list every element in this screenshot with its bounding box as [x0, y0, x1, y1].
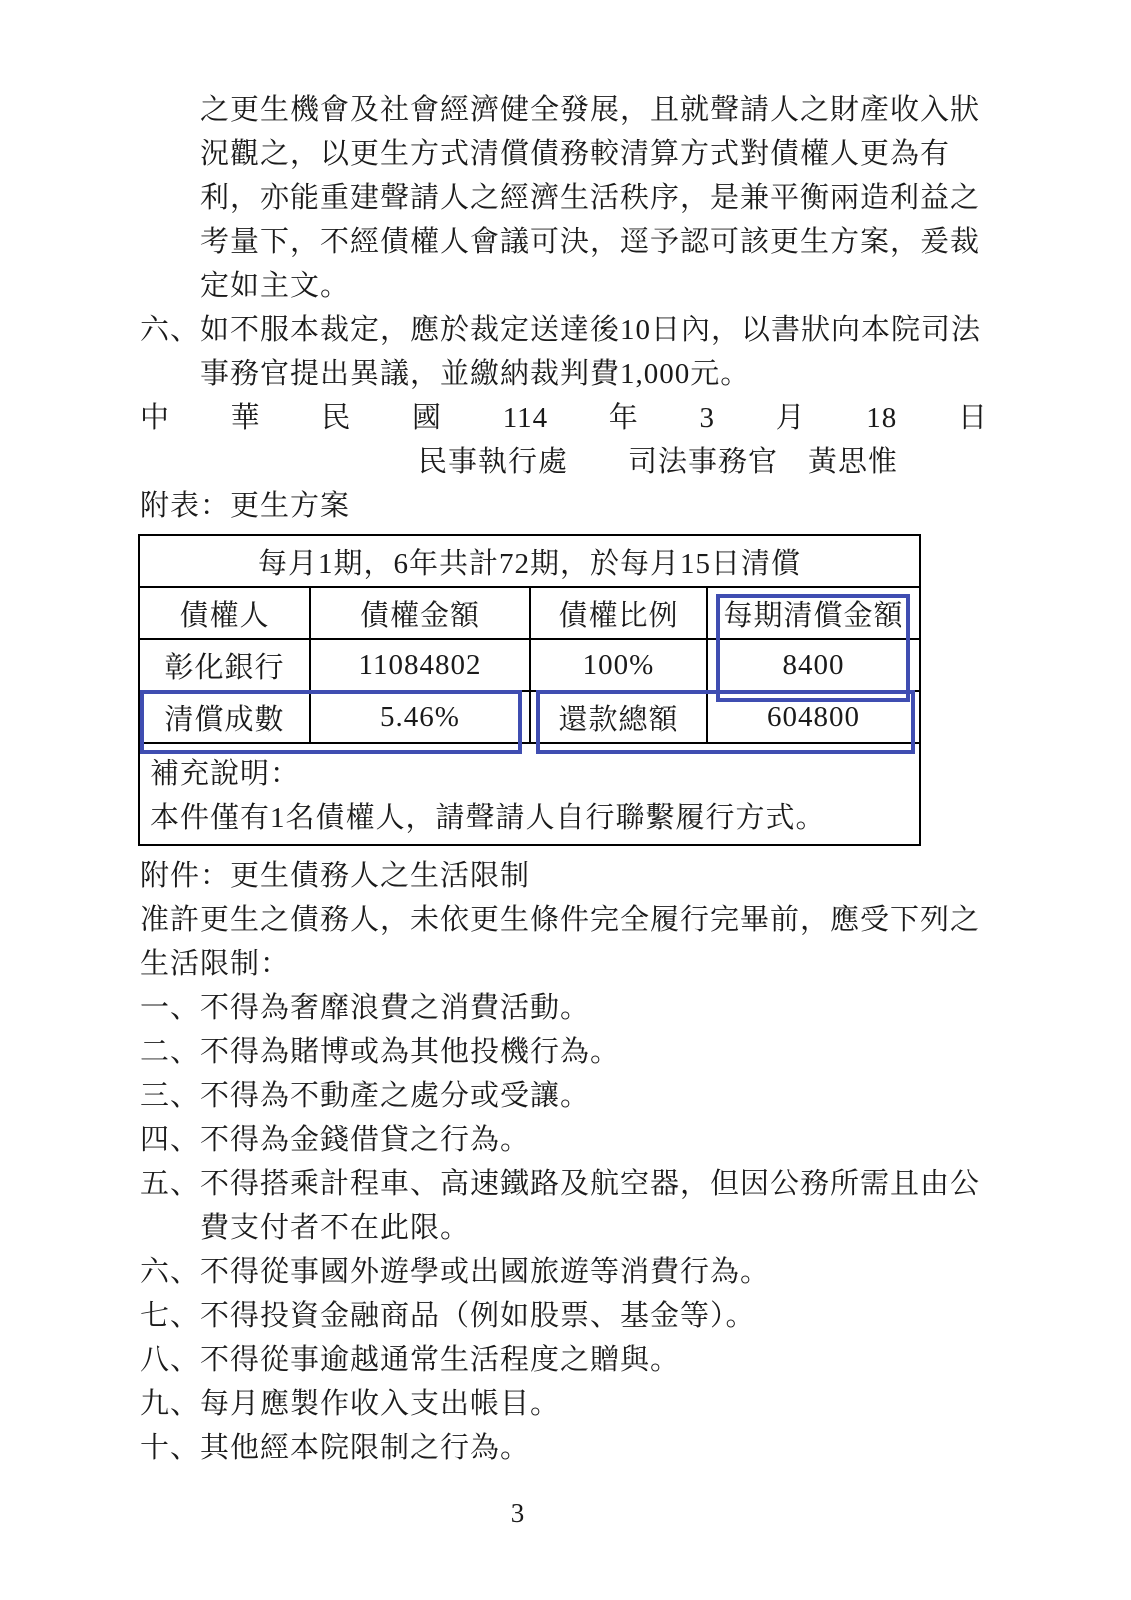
- item-text: 不得從事逾越通常生活程度之贈與。: [200, 1344, 681, 1376]
- appendix-intro: 准許更生之債務人，未依更生條件完全履行完畢前，應受下列之: [140, 904, 981, 936]
- item-marker: 一、: [140, 992, 201, 1024]
- paragraph-line: 利，亦能重建聲請人之經濟生活秩序，是兼平衡兩造利益之: [200, 182, 981, 214]
- item-text: 不得搭乘計程車、高速鐵路及航空器，但因公務所需且由公: [200, 1168, 981, 1200]
- item-marker: 十、: [140, 1432, 201, 1464]
- header-per-period-payment: 每期清償金額: [707, 587, 920, 639]
- period-header-cell: 每月1期，6年共計72期，於每月15日清償: [139, 535, 920, 587]
- restriction-item-8: [140, 1338, 992, 1382]
- header-claim-amount: 債權金額: [310, 587, 530, 639]
- header-creditor: 債權人: [139, 587, 310, 639]
- date-segment: 國: [412, 402, 443, 434]
- supplement-text: 本件僅有1名債權人，請聲請人自行聯繫履行方式。: [150, 802, 826, 834]
- date-segment: 日: [957, 402, 988, 434]
- date-segment: 18: [866, 402, 898, 434]
- restriction-item-10: [140, 1426, 992, 1470]
- appendix-intro: 生活限制：: [140, 948, 291, 980]
- cell-repayment-ratio-value: 5.46%: [310, 691, 530, 743]
- cell-creditor-name: 彰化銀行: [139, 639, 310, 691]
- paragraph-line: 況觀之，以更生方式清償債務較清算方式對債權人更為有: [200, 138, 951, 170]
- cell-claim-ratio: 100%: [530, 639, 707, 691]
- paragraph-line: 考量下，不經債權人會議可決，逕予認可該更生方案，爰裁: [200, 226, 981, 258]
- restriction-item-4: [140, 1118, 992, 1162]
- table-label: 附表：更生方案: [140, 490, 351, 522]
- paragraph-line: 之更生機會及社會經濟健全發展，且就聲請人之財產收入狀: [200, 94, 981, 126]
- item-marker: 六、: [140, 314, 201, 346]
- date-segment: 中: [140, 402, 171, 434]
- item-text: 不得為奢靡浪費之消費活動。: [200, 992, 591, 1024]
- item-marker: 八、: [140, 1344, 201, 1376]
- item-text: 每月應製作收入支出帳目。: [200, 1388, 561, 1420]
- page-number: 3: [510, 1498, 526, 1528]
- item-text: 其他經本院限制之行為。: [200, 1432, 531, 1464]
- date-segment: 114: [502, 402, 549, 434]
- item-marker: 三、: [140, 1080, 201, 1112]
- item-text: 不得投資金融商品（例如股票、基金等）。: [200, 1300, 756, 1332]
- item-text: 不得從事國外遊學或出國旅遊等消費行為。: [200, 1256, 771, 1288]
- date-segment: 民: [321, 402, 352, 434]
- item-marker: 五、: [140, 1168, 201, 1200]
- appendix-title: 附件：更生債務人之生活限制: [140, 860, 531, 892]
- restriction-item-1: [140, 986, 992, 1030]
- restriction-item-7: [140, 1294, 992, 1338]
- cell-total-repayment-value: 604800: [707, 691, 920, 743]
- item-text: 不得為金錢借貸之行為。: [200, 1124, 531, 1156]
- supplement-label: 補充說明：: [150, 758, 301, 790]
- document-content: [140, 88, 992, 1529]
- ruling-item-six: [140, 308, 992, 352]
- date-segment: 華: [230, 402, 261, 434]
- item-marker: 二、: [140, 1036, 201, 1068]
- supplement-cell: [139, 743, 920, 845]
- date-line: [140, 396, 992, 440]
- item-marker: 七、: [140, 1300, 201, 1332]
- cell-total-repayment-label: 還款總額: [530, 691, 707, 743]
- restriction-item-2: [140, 1030, 992, 1074]
- signature-line: 民事執行處 司法事務官 黃思惟: [418, 446, 899, 478]
- item-text: 如不服本裁定，應於裁定送達後10日內，以書狀向本院司法: [200, 314, 982, 346]
- header-claim-ratio: 債權比例: [530, 587, 707, 639]
- restriction-item-3: [140, 1074, 992, 1118]
- item-text: 不得為賭博或為其他投機行為。: [200, 1036, 621, 1068]
- item-text: 不得為不動產之處分或受讓。: [200, 1080, 591, 1112]
- item-marker: 六、: [140, 1256, 201, 1288]
- cell-per-period-payment: 8400: [707, 639, 920, 691]
- date-segment: 3: [699, 402, 715, 434]
- cell-repayment-ratio-label: 清償成數: [139, 691, 310, 743]
- restriction-item-9: [140, 1382, 992, 1426]
- restriction-item-6: [140, 1250, 992, 1294]
- ruling-item-six-continued: 事務官提出異議，並繳納裁判費1,000元。: [200, 358, 751, 390]
- date-segment: 月: [775, 402, 806, 434]
- item-marker: 四、: [140, 1124, 201, 1156]
- date-segment: 年: [608, 402, 639, 434]
- paragraph-line: 定如主文。: [200, 270, 351, 302]
- repayment-plan-table: [138, 534, 919, 846]
- cell-claim-amount: 11084802: [310, 639, 530, 691]
- restriction-item-5-continued: 費支付者不在此限。: [200, 1212, 471, 1244]
- restriction-item-5: [140, 1162, 992, 1206]
- item-marker: 九、: [140, 1388, 201, 1420]
